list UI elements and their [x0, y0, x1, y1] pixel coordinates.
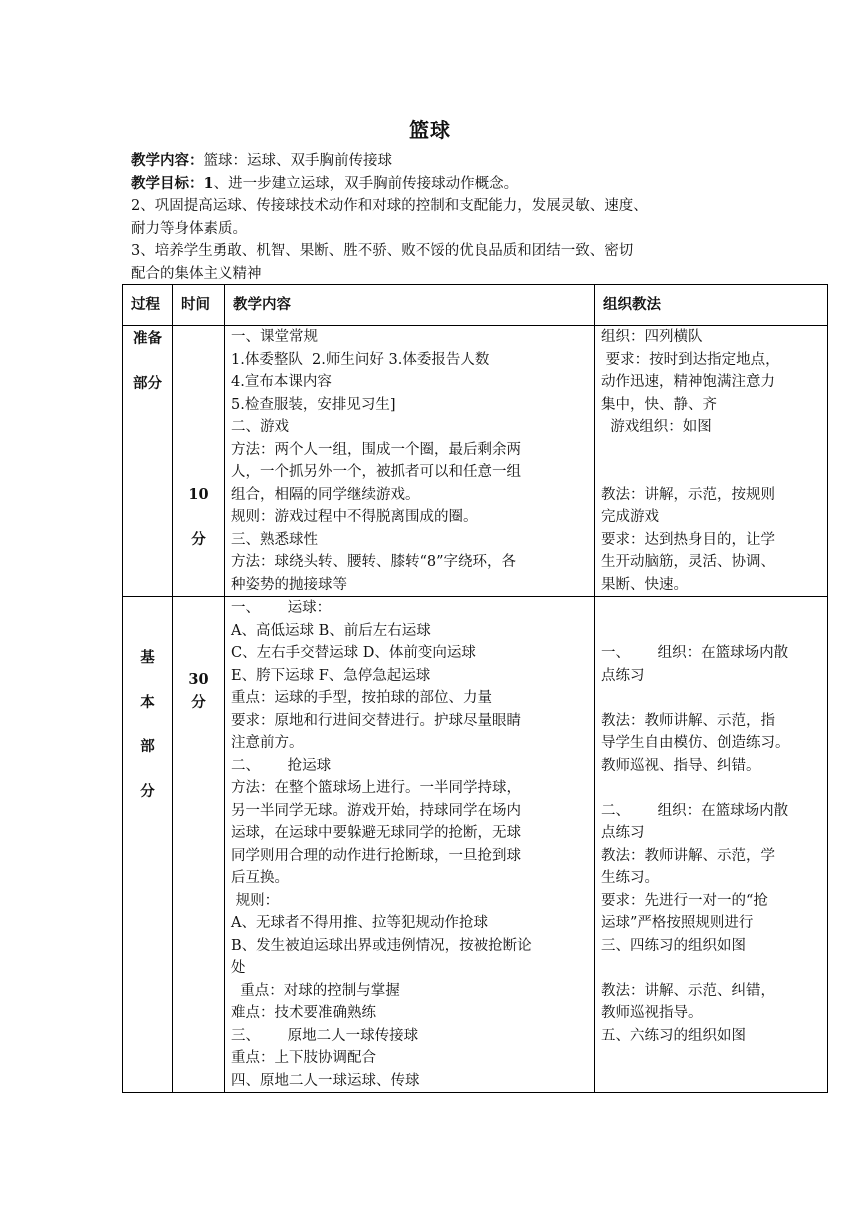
basic-org-line: 二、 组织：在篮球场内散 — [601, 802, 789, 819]
basic-content-line: A、高低运球 B、前后左右运球 — [231, 622, 431, 639]
basic-content-line: 运球，在运球中要躲避无球同学的抢断，无球 — [231, 825, 521, 841]
prep-org-line: 教法：讲解，示范，按规则 — [601, 486, 775, 503]
prep-time-cell — [173, 326, 225, 597]
table-header-row — [123, 285, 828, 326]
basic-content-line: B、发生被迫运球出界或违例情况，按被抢断论 — [231, 937, 532, 954]
basic-content-line: 重点：运球的手型，按拍球的部位、力量 — [231, 690, 492, 706]
prep-content-line: 1.体委整队 2.师生问好 3.体委报告人数 — [231, 351, 490, 368]
basic-content-line: 注意前方。 — [231, 735, 304, 751]
content-value: 篮球：运球、双手胸前传接球 — [203, 153, 392, 169]
basic-content-line: 规则： — [231, 892, 280, 909]
basic-org-line — [601, 777, 821, 800]
prep-content-line: 方法：球绕头转、腰转、膝转“8”字绕环，各 — [231, 554, 517, 570]
basic-label-3: 部 — [140, 738, 155, 755]
prep-content-line: 组合，相隔的同学继续游戏。 — [231, 486, 420, 503]
basic-org-line: 一、 组织：在篮球场内散 — [601, 645, 789, 661]
prep-content-line: 5.检查服装，安排见习生] — [231, 396, 396, 413]
prep-org-line: 要求：达到热身目的，让学 — [601, 531, 775, 548]
basic-content-line: 处 — [231, 960, 246, 976]
prep-org-line — [601, 439, 821, 462]
basic-org-line: 教法：教师讲解、示范，学 — [601, 847, 775, 864]
basic-org-line: 教法：讲解、示范、纠错， — [601, 982, 775, 999]
basic-org-line: 教师巡视、指导、纠错。 — [601, 757, 761, 774]
prep-content-line: 人，一个抓另外一个，被抓者可以和任意一组 — [231, 464, 521, 480]
basic-org-line — [601, 687, 821, 710]
header-time: 时间 — [173, 285, 225, 326]
basic-content-line: 同学则用合理的动作进行抢断球，一旦抢到球 — [231, 847, 521, 864]
basic-content-line: C、左右手交替运球 D、体前变向运球 — [231, 645, 476, 661]
prep-row — [123, 326, 828, 597]
basic-org-line: 生练习。 — [601, 870, 659, 886]
basic-label-4: 分 — [140, 782, 155, 800]
prep-org-line: 集中，快、静、齐 — [601, 396, 717, 413]
basic-time-cell — [173, 597, 225, 1093]
basic-org-line — [601, 957, 821, 980]
prep-org-cell — [595, 326, 828, 597]
basic-label-cell — [123, 597, 173, 1093]
prep-org-line: 动作迅速，精神饱满注意力 — [601, 374, 775, 390]
content-line — [131, 150, 741, 173]
header-content: 教学内容 — [225, 285, 595, 326]
prep-label-2: 部分 — [133, 374, 162, 392]
basic-content-line: 另一半同学无球。游戏开始，持球同学在场内 — [231, 802, 521, 819]
prep-content-line: 二、游戏 — [231, 419, 289, 435]
prep-org-line: 完成游戏 — [601, 509, 659, 525]
basic-org-line: 教师巡视指导。 — [601, 1005, 703, 1021]
prep-org-line: 组织：四列横队 — [601, 329, 703, 345]
header-process: 过程 — [123, 285, 173, 326]
basic-content-line: 二、 抢运球 — [231, 757, 332, 774]
prep-org-line: 游戏组织：如图 — [601, 419, 712, 435]
prep-org-line: 生开动脑筋，灵活、协调、 — [601, 554, 775, 570]
prep-time-2: 分 — [191, 530, 206, 548]
goal-line-2b: 耐力等身体素质。 — [131, 220, 247, 237]
prep-label-1: 准备 — [133, 330, 162, 347]
goal-line-3a: 3、培养学生勇敢、机智、果断、胜不骄、败不馁的优良品质和团结一致、密切 — [131, 243, 634, 259]
basic-content-cell — [225, 597, 595, 1093]
basic-org-line: 导学生自由模仿、创造练习。 — [601, 735, 790, 751]
prep-content-line: 三、熟悉球性 — [231, 531, 318, 548]
goal-line-2a: 2、巩固提高运球、传接球技术动作和对球的控制和支配能力，发展灵敏、速度、 — [131, 198, 648, 214]
lesson-intro — [131, 150, 741, 285]
basic-content-line: E、胯下运球 F、急停急起运球 — [231, 667, 431, 684]
prep-org-line: 果断、快速。 — [601, 576, 688, 593]
basic-row — [123, 597, 828, 1093]
basic-org-line: 要求：先进行一对一的“抢 — [601, 892, 768, 909]
basic-org-line: 五、六练习的组织如图 — [601, 1027, 746, 1044]
basic-content-line: 重点：上下肢协调配合 — [231, 1050, 376, 1066]
basic-org-line — [601, 620, 821, 643]
prep-time-1: 10 — [188, 486, 209, 503]
goal-label: 教学目标： — [131, 174, 204, 192]
goal-1-number: 1 — [203, 174, 214, 192]
document-title: 篮球 — [409, 118, 451, 142]
basic-org-line: 教法：教师讲解、示范，指 — [601, 712, 775, 729]
basic-org-line: 点练习 — [601, 667, 645, 684]
basic-org-line: 点练习 — [601, 825, 645, 841]
prep-content-line: 4.宣布本课内容 — [231, 374, 332, 390]
prep-content-line: 规则：游戏过程中不得脱离围成的圈。 — [231, 509, 478, 525]
basic-label-2: 本 — [140, 693, 155, 711]
basic-content-line: 后互换。 — [231, 870, 289, 886]
basic-content-line: A、无球者不得用推、拉等犯规动作抢球 — [231, 915, 488, 931]
lesson-plan-table — [122, 284, 828, 1093]
basic-content-line: 四、原地二人一球运球、传球 — [231, 1072, 420, 1089]
prep-content-line: 种姿势的抛接球等 — [231, 576, 347, 593]
goal-line-3b: 配合的集体主义精神 — [131, 265, 262, 282]
basic-org-cell — [595, 597, 828, 1093]
content-label: 教学内容： — [131, 152, 204, 169]
basic-content-line: 难点：技术要准确熟练 — [231, 1005, 376, 1021]
prep-content-line: 方法：两个人一组，围成一个圈，最后剩余两 — [231, 441, 521, 458]
basic-label-1: 基 — [140, 649, 155, 666]
basic-org-line: 三、四练习的组织如图 — [601, 937, 746, 954]
basic-content-line: 一、 运球： — [231, 600, 332, 616]
prep-content-cell — [225, 326, 595, 597]
basic-content-line: 方法：在整个篮球场上进行。一半同学持球， — [231, 780, 521, 796]
prep-label-cell — [123, 326, 173, 597]
goal-line-1 — [131, 173, 741, 196]
basic-org-line — [601, 597, 821, 620]
basic-time-1: 30 — [188, 671, 209, 688]
basic-content-line: 要求：原地和行进间交替进行。护球尽量眼睛 — [231, 712, 521, 729]
basic-content-line: 三、 原地二人一球传接球 — [231, 1027, 419, 1044]
prep-content-line: 一、课堂常规 — [231, 329, 318, 345]
header-org: 组织教法 — [595, 285, 828, 326]
basic-org-line: 运球”严格按照规则进行 — [601, 915, 754, 931]
prep-org-line — [601, 461, 821, 484]
basic-time-2: 分 — [191, 693, 206, 711]
basic-content-line: 重点：对球的控制与掌握 — [231, 982, 400, 999]
prep-org-line: 要求：按时到达指定地点， — [601, 351, 780, 368]
goal-1-text: 、进一步建立运球，双手胸前传接球动作概念。 — [213, 175, 519, 192]
